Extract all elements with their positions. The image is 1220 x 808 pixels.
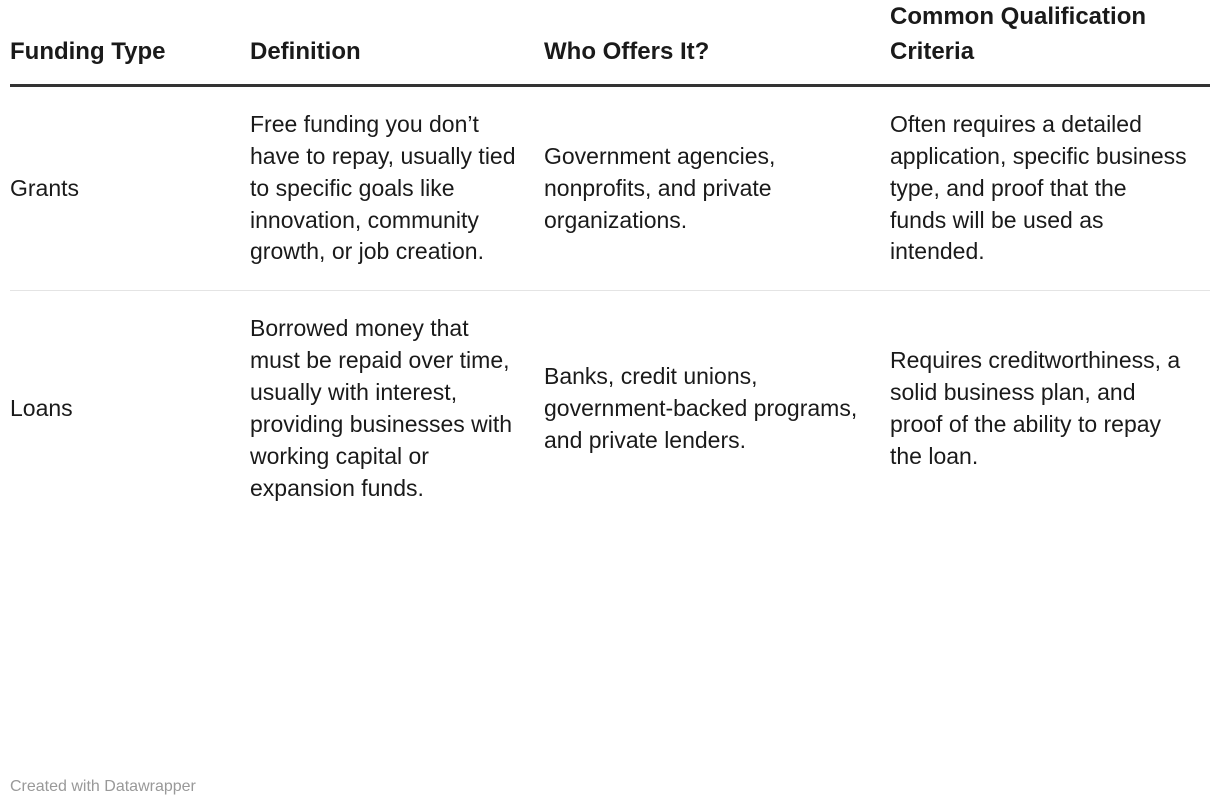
column-header-who-offers-it[interactable] <box>544 0 890 85</box>
cell-who-offers: Government agencies, nonprofits, and private organizations. <box>544 85 890 291</box>
table-body <box>10 85 1210 527</box>
cell-who-offers: Banks, credit unions, government-backed programs, and private lenders. <box>544 363 858 454</box>
column-header-funding-type[interactable] <box>10 0 250 85</box>
column-header-common-qualification-criteria[interactable] <box>890 0 1210 85</box>
table-row <box>10 291 1210 527</box>
column-header-definition-label: Definition <box>250 37 361 65</box>
table-header-row <box>10 0 1210 85</box>
datawrapper-credit[interactable]: Created with Datawrapper <box>10 778 196 795</box>
column-header-definition[interactable] <box>250 0 544 85</box>
funding-types-table <box>10 0 1210 527</box>
column-header-who-offers-it-label: Who Offers It? <box>544 37 710 65</box>
cell-criteria: Often requires a detailed application, specific business type, and proof that the funds will be used as intended. <box>890 85 1210 291</box>
table-header <box>10 0 1210 85</box>
column-header-funding-type-label: Funding Type <box>10 37 166 65</box>
cell-definition: Free funding you don’t have to repay, usually tied to specific goals like innovation, community growth, or job creation. <box>250 85 544 291</box>
table-row <box>10 85 1210 291</box>
cell-definition: Borrowed money that must be repaid over time, usually with interest, providing businesses with working capital or expansion funds. <box>250 315 513 502</box>
column-header-criteria-label: Common Qualification Criteria <box>890 3 1147 65</box>
cell-funding-type: Loans <box>10 395 73 422</box>
cell-funding-type: Grants <box>10 85 250 291</box>
cell-criteria: Requires creditworthiness, a solid business plan, and proof of the ability to repay the loan. <box>890 347 1181 470</box>
